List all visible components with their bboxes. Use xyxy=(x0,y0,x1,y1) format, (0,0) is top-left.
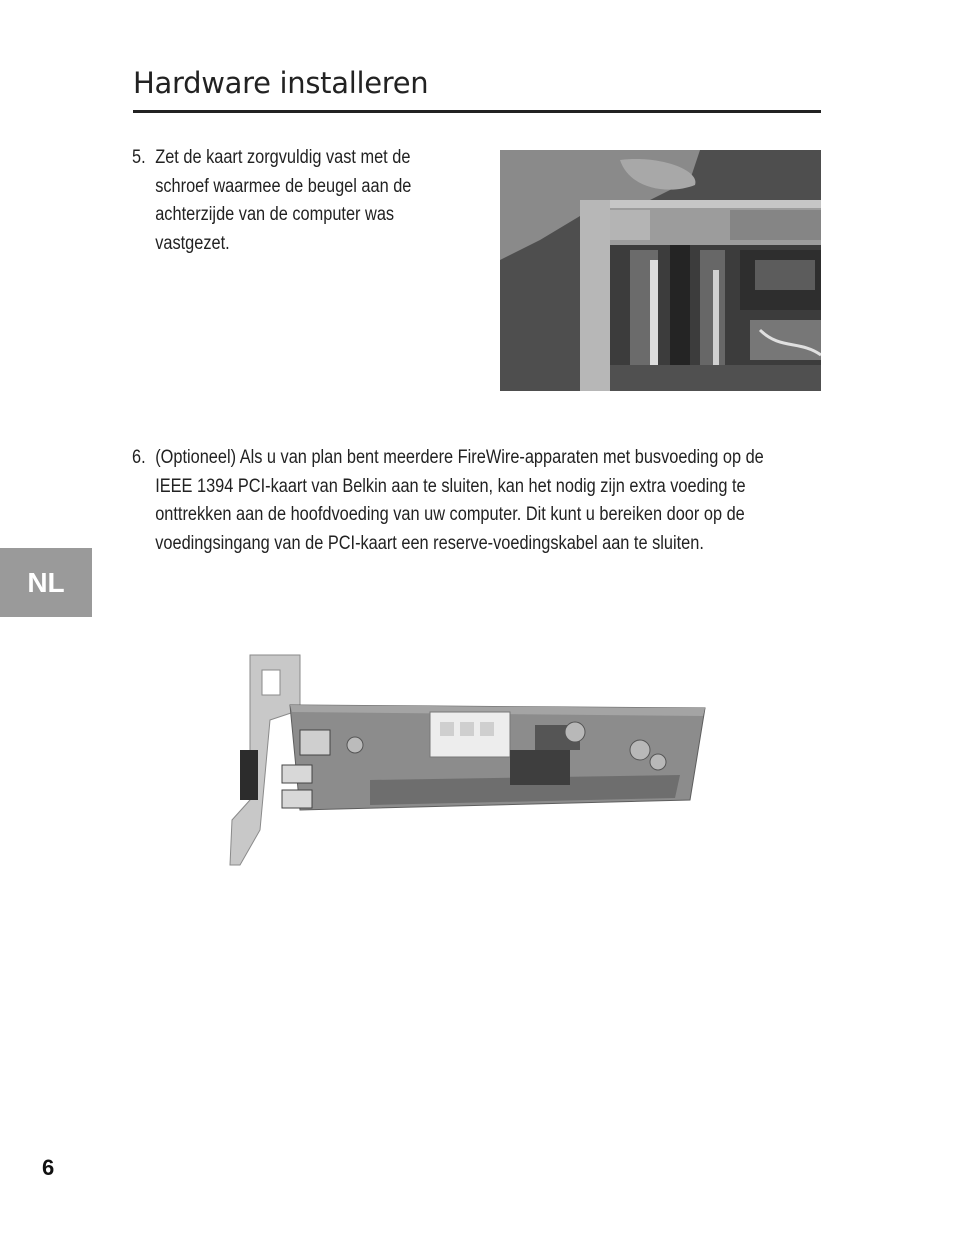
step-6 xyxy=(132,444,794,558)
photo-firewire-pci-card xyxy=(220,650,710,870)
step-5 xyxy=(132,144,467,258)
title-divider xyxy=(133,110,821,113)
step-5-number: 5. xyxy=(132,147,146,168)
photo-securing-card-screw xyxy=(500,150,821,391)
page-title: Hardware installeren xyxy=(133,66,429,100)
language-tab: NL xyxy=(0,548,92,617)
step-5-text: Zet de kaart zorgvuldig vast met de schroef waarmee de beugel aan de achterzijde van de computer was vastgezet. xyxy=(155,147,412,254)
step-6-number: 6. xyxy=(132,447,146,468)
step-6-text: (Optioneel) Als u van plan bent meerdere FireWire-apparaten met busvoeding op de IEEE 1394 PCI-kaart van Belkin aan te sluiten, kan het nodig zijn extra voeding te onttrekken aan de hoofdvoeding van uw computer. Dit kunt u bereiken door op de voedingsingang van de PCI-kaart een reserve-voedingskabel aan te sluiten. xyxy=(155,447,764,554)
page-number: 6 xyxy=(42,1155,55,1180)
